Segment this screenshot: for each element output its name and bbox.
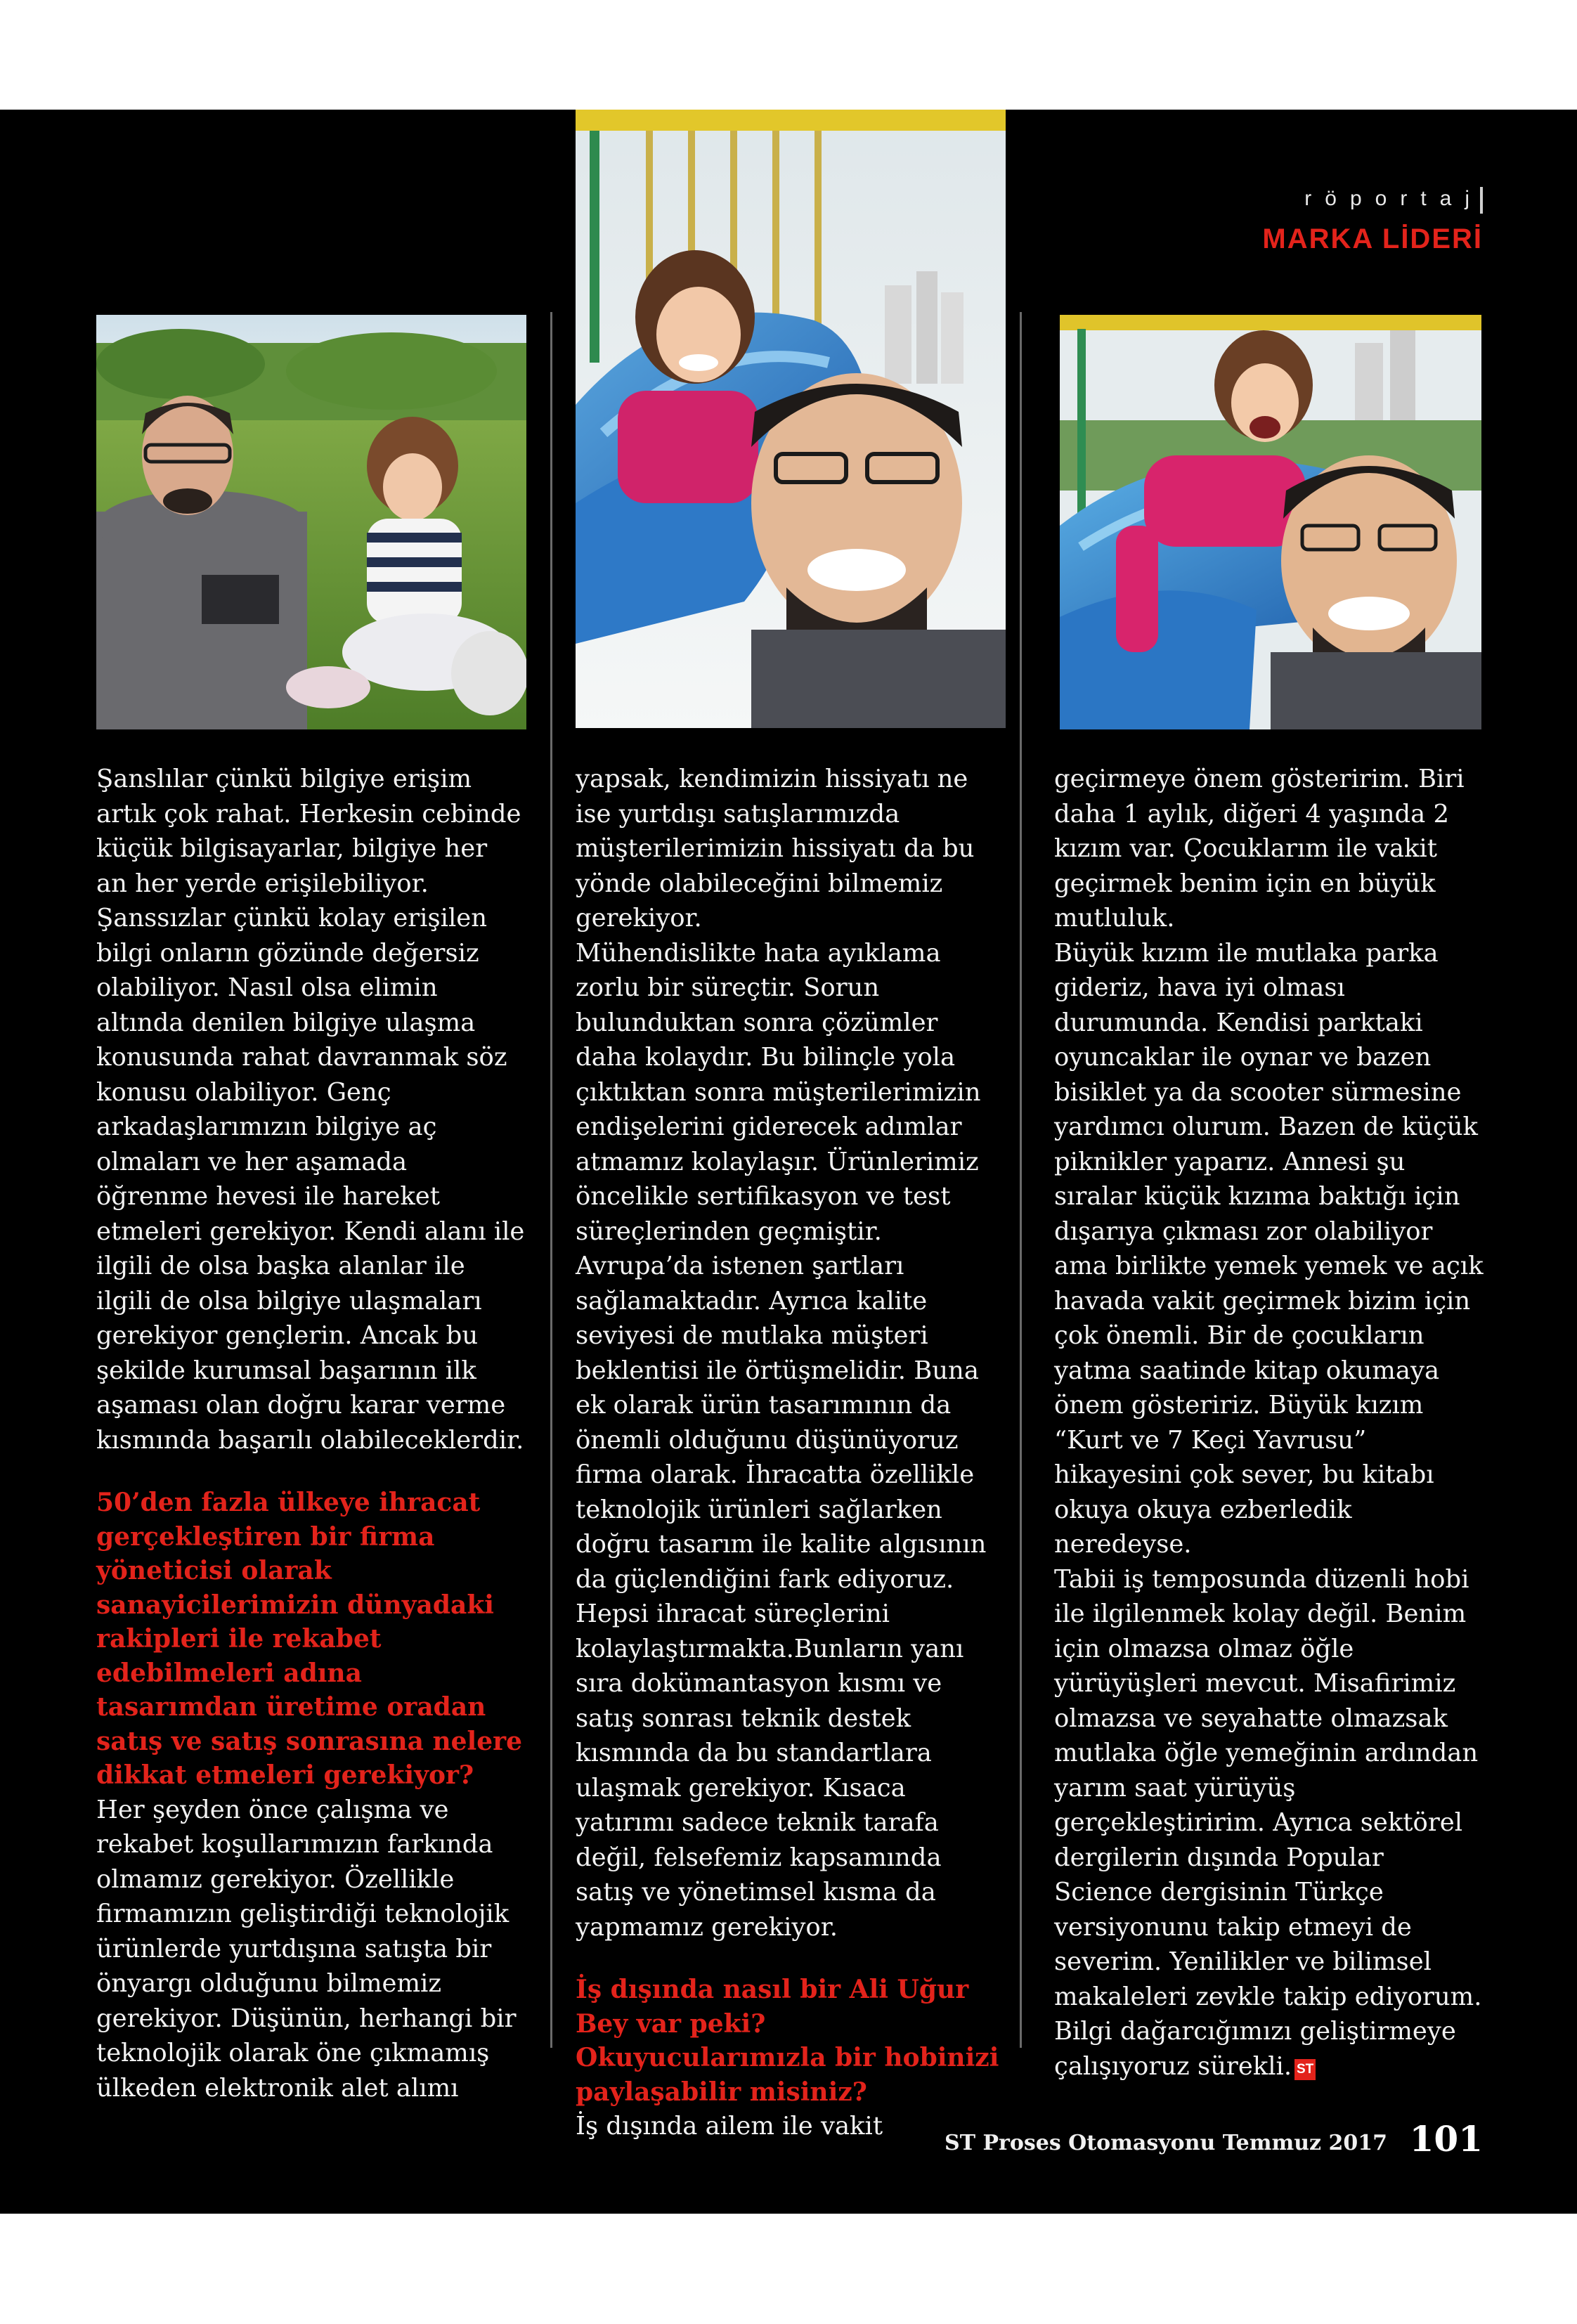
text-column-1 bbox=[96, 762, 525, 2105]
playground-climb-selfie-icon-svg bbox=[1060, 315, 1481, 729]
footer-publication: ST Proses Otomasyonu Temmuz 2017 bbox=[945, 2131, 1387, 2155]
column-divider-right bbox=[1020, 312, 1022, 2048]
playground-slide-selfie-icon bbox=[576, 110, 1006, 728]
column2-answer: İş dışında ailem ile vakit bbox=[576, 2112, 883, 2141]
text-column-3 bbox=[1054, 762, 1484, 2084]
column1-question: 50’den fazla ülkeye ihracat gerçekleştiren bir firma yöneticisi olarak sanayicilerimizin dünyadaki rakipleri ile rekabet edebilmeleri adına tasarımdan üretime oradan satış ve satış sonrasına nelere dikkat etmeleri gerekiyor? bbox=[96, 1488, 523, 1790]
section-title: MARKA LİDERİ bbox=[1262, 223, 1483, 254]
st-end-mark-icon: ST bbox=[1294, 2059, 1316, 2080]
page-number: 101 bbox=[1409, 2118, 1483, 2160]
column3-paragraph-1: geçirmeye önem gösteririm. Biri daha 1 aylık, diğeri 4 yaşında 2 kızım var. Çocuklarım ile vakit geçirmek benim için en büyük mutluluk. bbox=[1054, 765, 1465, 933]
column2-paragraph-1: yapsak, kendimizin hissiyatı ne ise yurtdışı satışlarımızda müşterilerimizin hissiyatı da bu yönde olabileceğini bilmemiz gerekiyor. bbox=[576, 765, 975, 933]
column3-paragraph-3 bbox=[1054, 1562, 1484, 2084]
magazine-page bbox=[0, 110, 1577, 2214]
text-column-2 bbox=[576, 762, 1006, 2144]
column3-paragraph-3-text: Tabii iş temposunda düzenli hobi ile ilgilenmek kolay değil. Benim için olmazsa olmaz öğle yürüyüşleri mevcut. Misafirimiz olmazsa ve seyahatte olmazsak mutlaka öğle yemeğinin ardından yarım saat yürüyüş gerçekleştiririm. Ayrıca sektörel dergilerin dışında Popular Science dergisinin Türkçe versiyonunu takip etmeyi de severim. Yenilikler ve bilimsel makaleleri zevkle takip ediyorum. Bilgi dağarcığımızı geliştirmeye çalışıyoruz sürekli. bbox=[1054, 1564, 1482, 2081]
column1-answer: Her şeyden önce çalışma ve rekabet koşullarımızın farkında olmamız gerekiyor. Özellikle firmamızın geliştirdiği teknolojik ürünlerde yurtdışına satışta bir önyargı olduğunu bilmemiz gerekiyor. Düşünün, herhangi bir teknolojik olarak öne çıkmamış ülkeden elektronik alet alımı bbox=[96, 1795, 517, 2103]
column-divider-left bbox=[550, 312, 552, 2048]
park-selfie-grass-icon-svg bbox=[96, 315, 526, 729]
column2-paragraph-2: Mühendislikte hata ayıklama zorlu bir süreçtir. Sorun bulunduktan sonra çözümler daha kolaydır. Bu bilinçle yola çıktıktan sonra müşterilerimizin endişelerini giderecek adımlar atmamız kolaylaşır. Ürünlerimiz öncelikle sertifikasyon ve test süreçlerinden geçmiştir. Avrupa’da istenen şartları sağlamaktadır. Ayrıca kalite seviyesi de mutlaka müşteri beklentisi ile örtüşmelidir. Buna ek olarak ürün tasarımının da önemli olduğunu düşünüyoruz firma olarak. İhracatta özellikle teknolojik ürünleri sağlarken doğru tasarım ile kalite algısının da güçlendiğini fark ediyoruz. Hepsi ihracat süreçlerini kolaylaştırmakta.Bunların yanı sıra dokümantasyon kısmı ve satış sonrası teknik destek kısmında da bu standartlara ulaşmak gerekiyor. Kısaca yatırımı sadece teknik tarafa değil, felsefemiz kapsamında satış ve yönetimsel kısma da yapmamız gerekiyor. bbox=[576, 938, 987, 1942]
column1-paragraph-1: Şanslılar çünkü bilgiye erişim artık çok rahat. Herkesin cebinde küçük bilgisayarlar, bilgiye her an her yerde erişilebiliyor. Şanssızlar çünkü kolay erişilen bilgi onların gözünde değersiz olabiliyor. Nasıl olsa elimin altında denilen bilgiye ulaşma konusunda rahat davranmak söz konusu olabiliyor. Genç arkadaşlarımızın bilgiye aç olmaları ve her aşamada öğrenme hevesi ile hareket etmeleri gerekiyor. Kendi alanı ile ilgili de olsa başka alanlar ile ilgili de olsa bilgiye ulaşmaları gerekiyor gençlerin. Ancak bu şekilde kurumsal başarının ilk aşaması olan doğru karar verme kısmında başarılı olabileceklerdir. bbox=[96, 765, 525, 1455]
playground-slide-selfie-icon-svg bbox=[576, 110, 1006, 728]
section-label: röportaj bbox=[1304, 187, 1483, 210]
column3-paragraph-2: Büyük kızım ile mutlaka parka gideriz, hava iyi olması durumunda. Kendisi parktaki oyuncaklar ile oynar ve bazen bisiklet ya da scooter sürmesine yardımcı olurum. Bazen de küçük piknikler yaparız. Annesi şu sıralar küçük kızıma baktığı için dışarıya çıkması zor olabiliyor ama birlikte yemek yemek ve açık havada vakit geçirmek bizim için çok önemli. Bir de çocukların yatma saatinde kitap okumaya önem gösteririz. Büyük kızım “Kurt ve 7 Keçi Yavrusu” hikayesini çok sever, bu kitabı okuya okuya ezberledik neredeyse. bbox=[1054, 938, 1484, 1559]
park-selfie-grass-icon bbox=[96, 315, 526, 729]
playground-climb-selfie-icon bbox=[1060, 315, 1481, 729]
column2-question: İş dışında nasıl bir Ali Uğur Bey var peki? Okuyucularımızla bir hobinizi paylaşabilir misiniz? bbox=[576, 1975, 999, 2107]
